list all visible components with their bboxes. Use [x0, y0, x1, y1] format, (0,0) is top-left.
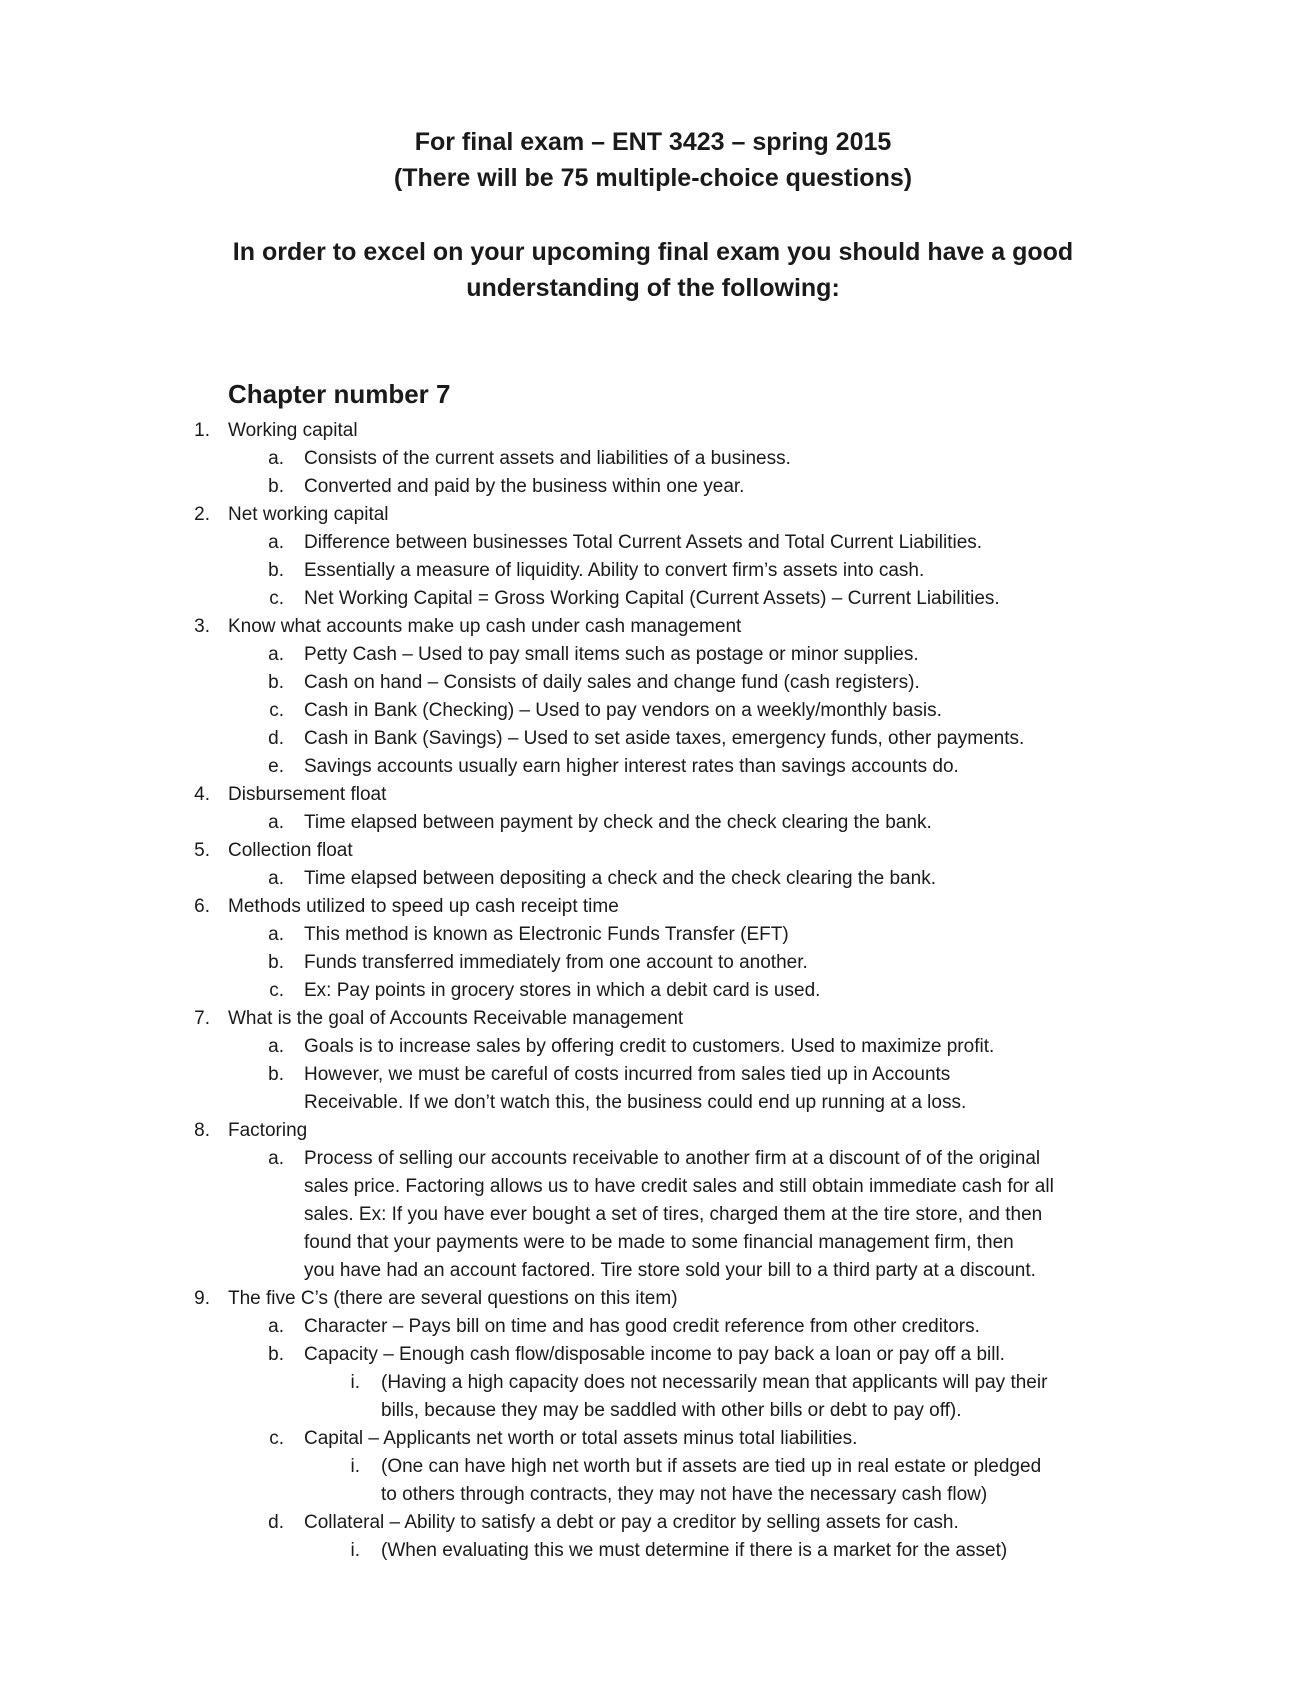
- outline-text: Methods utilized to speed up cash receipt time: [228, 896, 619, 917]
- outline-text: to others through contracts, they may not have the necessary cash flow): [381, 1484, 988, 1505]
- outline-marker: 7.: [194, 1008, 210, 1029]
- outline-text: found that your payments were to be made to some financial management firm, then: [304, 1232, 1014, 1253]
- outline-marker: c.: [269, 1428, 284, 1449]
- outline-marker: c.: [269, 588, 284, 609]
- outline-marker: 1.: [194, 420, 210, 441]
- outline-marker: d.: [268, 728, 284, 749]
- outline-marker: a.: [268, 868, 284, 889]
- outline-marker: 5.: [194, 840, 210, 861]
- outline-text: Funds transferred immediately from one account to another.: [304, 952, 808, 973]
- intro-line-1: In order to excel on your upcoming final exam you should have a good: [232, 238, 1074, 266]
- doc-title: For final exam – ENT 3423 – spring 2015: [414, 128, 892, 156]
- outline-marker: a.: [268, 924, 284, 945]
- outline-marker: b.: [268, 952, 284, 973]
- outline-text: you have had an account factored. Tire store sold your bill to a third party at a discount.: [304, 1260, 1036, 1281]
- outline-marker: d.: [268, 1512, 284, 1533]
- outline-text: Collateral – Ability to satisfy a debt or pay a creditor by selling assets for cash.: [304, 1512, 959, 1533]
- outline-marker: b.: [268, 1344, 284, 1365]
- outline-text: Time elapsed between depositing a check and the check clearing the bank.: [304, 868, 936, 889]
- outline-text: Working capital: [228, 420, 358, 441]
- outline-marker: a.: [268, 1036, 284, 1057]
- outline-text: Factoring: [228, 1120, 308, 1141]
- outline-text: Know what accounts make up cash under cash management: [228, 616, 742, 637]
- outline-text: Capacity – Enough cash flow/disposable income to pay back a loan or pay off a bill.: [304, 1344, 1005, 1365]
- outline-marker: 2.: [194, 504, 210, 525]
- outline-marker: b.: [268, 1064, 284, 1085]
- outline-marker: a.: [268, 448, 284, 469]
- outline-text: Petty Cash – Used to pay small items such as postage or minor supplies.: [304, 644, 919, 665]
- outline-marker: c.: [269, 980, 284, 1001]
- outline-marker: a.: [268, 1148, 284, 1169]
- outline-text: Cash in Bank (Savings) – Used to set aside taxes, emergency funds, other payments.: [304, 728, 1025, 749]
- outline-text: Savings accounts usually earn higher interest rates than savings accounts do.: [304, 756, 959, 777]
- outline-text: Converted and paid by the business within one year.: [304, 476, 745, 497]
- outline-text: (Having a high capacity does not necessarily mean that applicants will pay their: [381, 1372, 1048, 1393]
- outline-text: Goals is to increase sales by offering credit to customers. Used to maximize profit.: [304, 1036, 995, 1057]
- chapter-heading: Chapter number 7: [228, 379, 451, 409]
- outline-text: Net working capital: [228, 504, 389, 525]
- outline-text: Time elapsed between payment by check and the check clearing the bank.: [304, 812, 932, 833]
- outline-text: Character – Pays bill on time and has good credit reference from other creditors.: [304, 1316, 980, 1337]
- outline-marker: 4.: [194, 784, 210, 805]
- outline-marker: a.: [268, 812, 284, 833]
- outline-text: Receivable. If we don’t watch this, the business could end up running at a loss.: [304, 1092, 967, 1113]
- outline-text: Net Working Capital = Gross Working Capital (Current Assets) – Current Liabilities.: [304, 588, 1000, 609]
- outline-marker: 3.: [194, 616, 210, 637]
- outline-text: What is the goal of Accounts Receivable management: [228, 1008, 684, 1029]
- doc-subtitle: (There will be 75 multiple-choice questions): [393, 164, 913, 192]
- outline-text: (When evaluating this we must determine if there is a market for the asset): [381, 1540, 1008, 1561]
- outline-text: Capital – Applicants net worth or total assets minus total liabilities.: [304, 1428, 858, 1449]
- outline-marker: 9.: [194, 1288, 210, 1309]
- outline-text: Ex: Pay points in grocery stores in which a debit card is used.: [304, 980, 821, 1001]
- outline-text: Consists of the current assets and liabilities of a business.: [304, 448, 791, 469]
- outline-marker: b.: [268, 560, 284, 581]
- outline-text: The five C’s (there are several questions on this item): [228, 1288, 678, 1309]
- outline-marker: b.: [268, 476, 284, 497]
- outline-marker: a.: [268, 532, 284, 553]
- outline-text: Difference between businesses Total Current Assets and Total Current Liabilities.: [304, 532, 983, 553]
- outline-text: This method is known as Electronic Funds Transfer (EFT): [304, 924, 789, 945]
- outline-marker: i.: [350, 1456, 360, 1477]
- outline-text: bills, because they may be saddled with other bills or debt to pay off).: [381, 1400, 962, 1421]
- outline-text: Essentially a measure of liquidity. Ability to convert firm’s assets into cash.: [304, 560, 925, 581]
- outline-marker: i.: [350, 1372, 360, 1393]
- outline-text: sales price. Factoring allows us to have credit sales and still obtain immediate cash for all: [304, 1176, 1054, 1197]
- outline-text: Cash on hand – Consists of daily sales and change fund (cash registers).: [304, 672, 920, 693]
- outline-text: Collection float: [228, 840, 353, 861]
- outline-marker: a.: [268, 1316, 284, 1337]
- outline-marker: a.: [268, 644, 284, 665]
- outline-text: Disbursement float: [228, 784, 387, 805]
- outline-marker: e.: [268, 756, 284, 777]
- outline-marker: 6.: [194, 896, 210, 917]
- intro-line-2: understanding of the following:: [466, 274, 840, 302]
- outline-marker: b.: [268, 672, 284, 693]
- outline-text: Process of selling our accounts receivable to another firm at a discount of of the original: [304, 1148, 1041, 1169]
- outline-text: sales. Ex: If you have ever bought a set of tires, charged them at the tire store, and then: [304, 1204, 1043, 1225]
- outline-text: However, we must be careful of costs incurred from sales tied up in Accounts: [304, 1064, 951, 1085]
- outline-text: (One can have high net worth but if assets are tied up in real estate or pledged: [381, 1456, 1042, 1477]
- outline-marker: c.: [269, 700, 284, 721]
- outline-text: Cash in Bank (Checking) – Used to pay vendors on a weekly/monthly basis.: [304, 700, 942, 721]
- outline-marker: 8.: [194, 1120, 210, 1141]
- outline-marker: i.: [350, 1540, 360, 1561]
